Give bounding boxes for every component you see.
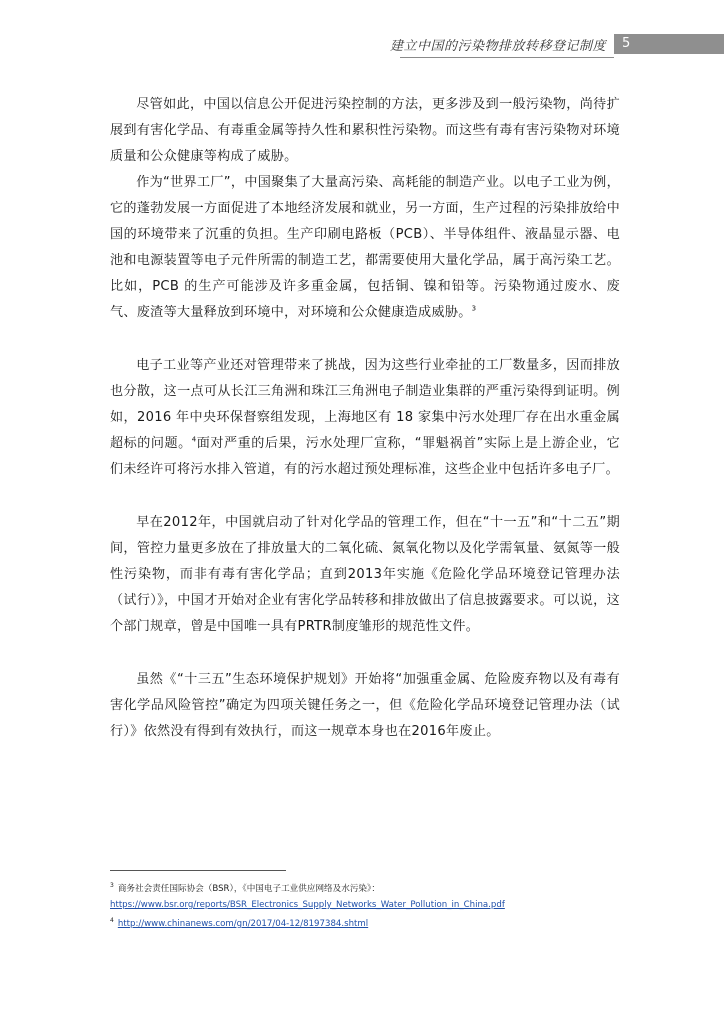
footnote-3-text: 商务社会责任国际协会（BSR），《中国电子工业供应网络及水污染》： bbox=[117, 883, 380, 894]
paragraph-2 bbox=[110, 170, 620, 326]
paragraph-5-text: 虽然《“十三五”生态环境保护规划》开始将“加强重金属、危险废弃物以及有毒有害化学品风险管控”确定为四项关键任务之一，但《危险化学品环境登记管理办法（试行）》依然没有得到有效执行，而这一规章本身也在2016年废止。 bbox=[110, 672, 620, 739]
paragraph-gap bbox=[110, 483, 620, 510]
paragraph-4-text: 早在2012年，中国就启动了针对化学品的管理工作，但在“十一五”和“十二五”期间，管控力量更多放在了排放量大的二氧化硫、氮氧化物以及化学需氧量、氨氮等一般性污染物，而非有毒有害化学品；直到2013年实施《危险化学品环境登记管理办法（试行）》，中国才开始对企业有害化学品转移和排放做出了信息披露要求。可以说，这个部门规章，曾是中国唯一具有PRTR制度雏形的规范性文件。 bbox=[110, 515, 620, 634]
paragraph-3-text: 电子工业等产业还对管理带来了挑战，因为这些行业牵扯的工厂数量多，因而排放也分散，这一点可从长江三角洲和珠江三角洲电子制造业集群的严重污染得到证明。例如，2016 年中央环保督察组发现，上海地区有 18 家集中污水处理厂存在出水重金属超标的问题。 bbox=[110, 358, 620, 451]
footnote-ref-3[interactable]: 3 bbox=[471, 304, 477, 313]
footnote-4-mark: 4 bbox=[110, 916, 114, 924]
paragraph-3 bbox=[110, 353, 620, 483]
footnote-4-link[interactable]: http://www.chinanews.com/gn/2017/04-12/8197384.shtml bbox=[117, 918, 369, 929]
footnote-3-link[interactable]: https://www.bsr.org/reports/BSR_Electronics_Supply_Networks_Water_Pollution_in_China.pdf bbox=[110, 899, 505, 910]
page-number-box bbox=[614, 34, 724, 54]
footnote-3-url-line bbox=[110, 897, 630, 913]
paragraph-1-text: 尽管如此，中国以信息公开促进污染控制的方法，更多涉及到一般污染物，尚待扩展到有害化学品、有毒重金属等持久性和累积性污染物。而这些有毒有害污染物对环境质量和公众健康等构成了威胁。 bbox=[110, 97, 620, 164]
paragraph-gap bbox=[110, 640, 620, 667]
footnote-4 bbox=[110, 913, 630, 932]
footnote-rule bbox=[110, 870, 286, 871]
footnote-ref-4[interactable]: 4 bbox=[191, 435, 197, 444]
footnote-3-mark: 3 bbox=[110, 882, 114, 889]
paragraph-5 bbox=[110, 667, 620, 745]
footnote-3 bbox=[110, 878, 630, 897]
header-rule bbox=[400, 57, 614, 58]
page-number: 5 bbox=[622, 36, 631, 51]
paragraph-2-text: 作为“世界工厂”，中国聚集了大量高污染、高耗能的制造产业。以电子工业为例，它的蓬勃发展一方面促进了本地经济发展和就业，另一方面，生产过程的污染排放给中国的环境带来了沉重的负担。生产印刷电路板（PCB）、半导体组件、液晶显示器、电池和电源装置等电子元件所需的制造工艺，都需要使用大量化学品，属于高污染工艺。比如，PCB 的生产可能涉及许多重金属，包括铜、镍和铅等。污染物通过废水、废气、废渣等大量释放到环境中，对环境和公众健康造成威胁。 bbox=[110, 175, 620, 320]
paragraph-3-text-after: 面对严重的后果，污水处理厂宣称，“罪魁祸首”实际上是上游企业，它们未经许可将污水排入管道，有的污水超过预处理标准，这些企业中包括许多电子厂。 bbox=[110, 436, 620, 477]
paragraph-gap bbox=[110, 326, 620, 353]
body-text bbox=[110, 92, 620, 745]
paragraph-1 bbox=[110, 92, 620, 170]
paragraph-4 bbox=[110, 510, 620, 640]
footnotes bbox=[110, 870, 630, 932]
page-header bbox=[0, 34, 724, 54]
header-title: 建立中国的污染物排放转移登记制度 bbox=[389, 39, 606, 54]
